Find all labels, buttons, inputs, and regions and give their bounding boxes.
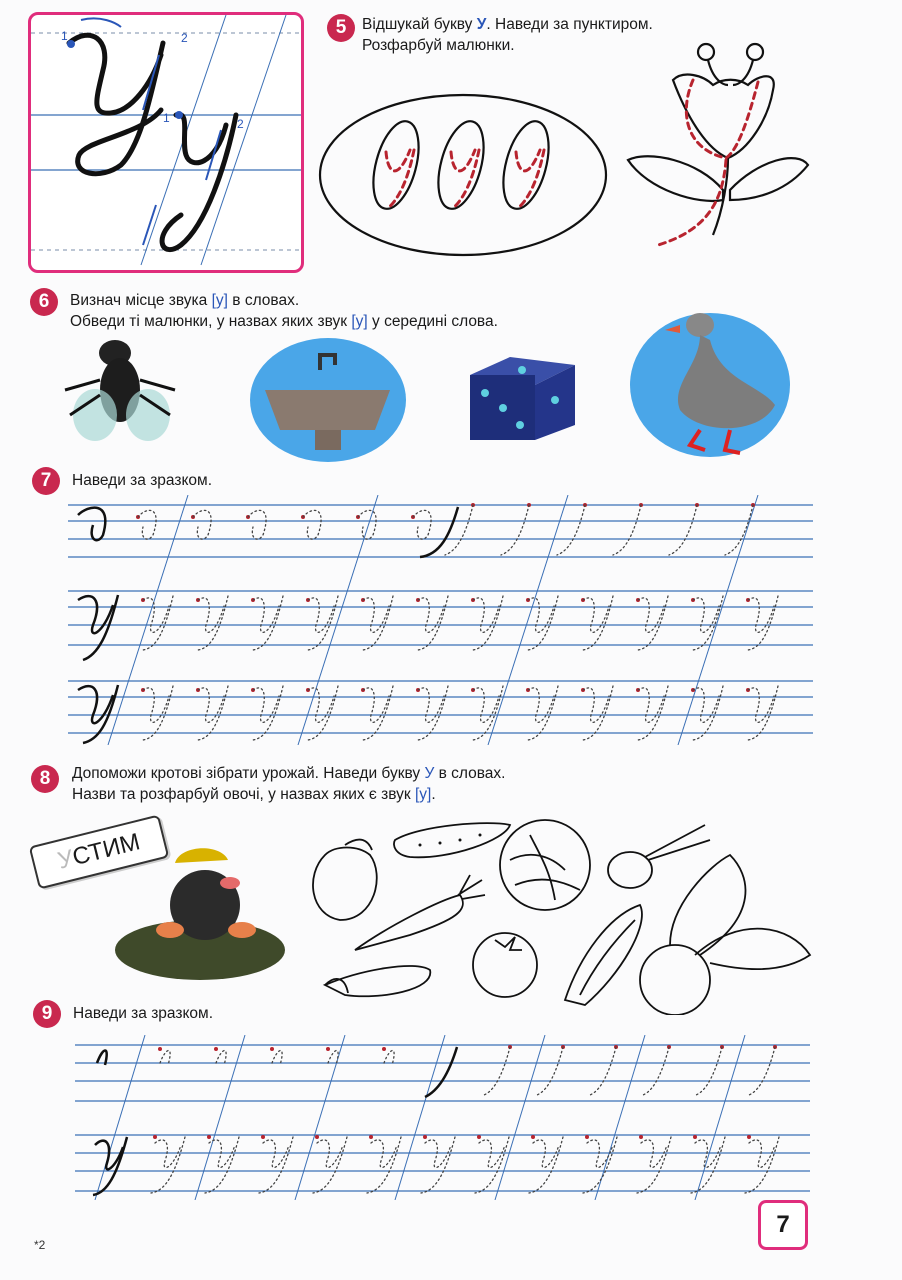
task-number: 9 <box>33 1000 61 1028</box>
tracing-letter[interactable] <box>528 686 558 740</box>
tracing-letter[interactable] <box>748 596 778 650</box>
start-dot <box>423 1135 427 1139</box>
tracing-letter[interactable] <box>590 1047 616 1095</box>
tracing-letter[interactable] <box>418 596 448 650</box>
task-instruction: Наведи за зразком. <box>73 1005 214 1022</box>
tracing-letter[interactable] <box>473 596 503 650</box>
tracing-letter[interactable] <box>253 686 283 740</box>
sample-stroke <box>425 1047 457 1097</box>
sign-letter[interactable]: У <box>55 844 77 875</box>
start-dot <box>214 1047 218 1051</box>
start-dot <box>585 1135 589 1139</box>
start-dot <box>747 1135 751 1139</box>
tracing-letter[interactable] <box>613 505 641 555</box>
instruction-text: Допоможи кротові зібрати урожай. Наведи букву <box>72 765 425 782</box>
tracing-letter[interactable] <box>367 1137 401 1193</box>
task-instruction <box>72 763 505 805</box>
corn-icon[interactable] <box>565 905 642 1005</box>
tracing-letter[interactable] <box>725 505 753 555</box>
tracing-letter[interactable] <box>253 596 283 650</box>
start-dot <box>326 1047 330 1051</box>
sample-stroke <box>78 595 118 660</box>
tracing-letter[interactable] <box>484 1047 510 1095</box>
tracing-letter[interactable] <box>308 686 338 740</box>
start-dot <box>261 1135 265 1139</box>
letter-sample-drawing <box>31 15 301 270</box>
task9-writing-lines <box>75 1035 810 1200</box>
tracing-letter[interactable] <box>638 596 668 650</box>
instruction-sound: [у] <box>414 786 432 803</box>
task-instruction: Наведи за зразком. <box>72 472 213 489</box>
fly-icon[interactable] <box>65 340 175 441</box>
tracing-letter[interactable] <box>693 596 723 650</box>
tracing-letter[interactable] <box>198 686 228 740</box>
tracing-letter[interactable] <box>557 505 585 555</box>
start-dot <box>639 1135 643 1139</box>
start-dot <box>158 1047 162 1051</box>
tracing-letter[interactable] <box>205 1137 239 1193</box>
tracing-letter[interactable] <box>363 596 393 650</box>
start-dot <box>207 1135 211 1139</box>
goose-icon[interactable] <box>630 313 790 457</box>
tracing-letter[interactable] <box>696 1047 722 1095</box>
tracing-letter[interactable] <box>363 686 393 740</box>
instruction-letter: У <box>476 16 487 33</box>
tracing-letter[interactable] <box>638 686 668 740</box>
beet-icon[interactable] <box>640 855 810 1015</box>
corner-mark: *2 <box>34 1238 46 1252</box>
tracing-letter[interactable] <box>669 505 697 555</box>
letter-sample-box <box>28 12 304 273</box>
tracing-letter[interactable] <box>748 686 778 740</box>
tomato-icon[interactable] <box>473 933 537 997</box>
start-dot <box>270 1047 274 1051</box>
tracing-letter[interactable] <box>637 1137 671 1193</box>
stroke-label: 1 <box>61 29 68 43</box>
instruction-text: Обведи ті малюнки, у назвах яких звук <box>70 313 352 330</box>
tracing-letter[interactable] <box>313 1137 347 1193</box>
cucumber-icon[interactable] <box>394 823 510 857</box>
tracing-letter[interactable] <box>308 596 338 650</box>
task8-pictures <box>110 815 830 1015</box>
tracing-letter[interactable] <box>749 1047 775 1095</box>
instruction-text: . Наведи за пунктиром. <box>486 16 653 33</box>
stroke-label: 2 <box>181 31 188 45</box>
tracing-letter[interactable] <box>358 510 376 539</box>
instruction-text: Визнач місце звука <box>70 292 212 309</box>
instruction-text: в словах. <box>434 765 506 782</box>
mole-icon <box>115 848 285 980</box>
stroke-label: 2 <box>237 117 244 131</box>
tracing-letter[interactable] <box>643 1047 669 1095</box>
tracing-letter[interactable] <box>501 505 529 555</box>
pepper-icon[interactable] <box>313 840 377 920</box>
task-number: 5 <box>327 14 355 42</box>
sign-text: СТИМ <box>69 828 143 872</box>
sample-stroke <box>78 685 118 743</box>
tracing-letter[interactable] <box>529 1137 563 1193</box>
tracing-letter[interactable] <box>418 686 448 740</box>
instruction-text: Назви та розфарбуй овочі, у назвах яких є звук <box>72 786 415 803</box>
page-number: 7 <box>776 1211 790 1238</box>
stroke-label: 1 <box>163 111 170 125</box>
tracing-letter[interactable] <box>193 510 211 539</box>
task5-pictures <box>318 40 818 270</box>
onion-icon[interactable] <box>608 825 710 888</box>
tracing-letter[interactable] <box>528 596 558 650</box>
tracing-letter[interactable] <box>248 510 266 539</box>
flower-icon <box>628 44 808 245</box>
start-dot <box>693 1135 697 1139</box>
tracing-letter[interactable] <box>143 686 173 740</box>
start-dot <box>477 1135 481 1139</box>
start-dot <box>153 1135 157 1139</box>
eggplant-icon[interactable] <box>325 966 430 996</box>
tracing-letter[interactable] <box>138 510 156 539</box>
carrot-icon[interactable] <box>355 875 485 950</box>
bread-icon <box>320 95 606 255</box>
tracing-letter[interactable] <box>303 510 321 539</box>
instruction-text: Відшукай букву <box>362 16 477 33</box>
task7-writing-lines <box>68 495 813 745</box>
instruction-letter: У <box>424 765 435 782</box>
tracing-letter[interactable] <box>475 1137 509 1193</box>
tracing-letter[interactable] <box>151 1137 185 1193</box>
start-dot <box>369 1135 373 1139</box>
tracing-letter[interactable] <box>413 510 431 539</box>
tracing-letter[interactable] <box>693 686 723 740</box>
sample-stroke <box>93 1137 127 1195</box>
instruction-sound: [у] <box>211 292 228 309</box>
tracing-letter[interactable] <box>537 1047 563 1095</box>
sink-icon[interactable] <box>250 338 406 462</box>
tracing-letter[interactable] <box>583 686 613 740</box>
start-dot <box>531 1135 535 1139</box>
instruction-sound: [у] <box>351 313 368 330</box>
instruction-text: в словах. <box>227 292 300 309</box>
tracing-letter[interactable] <box>583 596 613 650</box>
task-number: 6 <box>30 288 58 316</box>
task-number: 8 <box>31 765 59 793</box>
start-dot <box>382 1047 386 1051</box>
page-number-badge <box>758 1200 808 1250</box>
task-number: 7 <box>32 467 60 495</box>
start-dot <box>315 1135 319 1139</box>
instruction-text: у середині слова. <box>367 313 498 330</box>
instruction-text: . <box>431 786 436 803</box>
sample-stroke <box>78 508 105 541</box>
tracing-letter[interactable] <box>259 1137 293 1193</box>
tracing-letter[interactable] <box>198 596 228 650</box>
tracing-letter[interactable] <box>691 1137 725 1193</box>
dice-icon[interactable] <box>470 357 575 440</box>
task6-pictures <box>60 305 840 465</box>
instruction-text: Розфарбуй малюнки. <box>362 37 515 54</box>
tracing-letter[interactable] <box>421 1137 455 1193</box>
cabbage-icon[interactable] <box>500 820 590 910</box>
tracing-letter[interactable] <box>745 1137 779 1193</box>
sample-stroke <box>420 507 458 557</box>
